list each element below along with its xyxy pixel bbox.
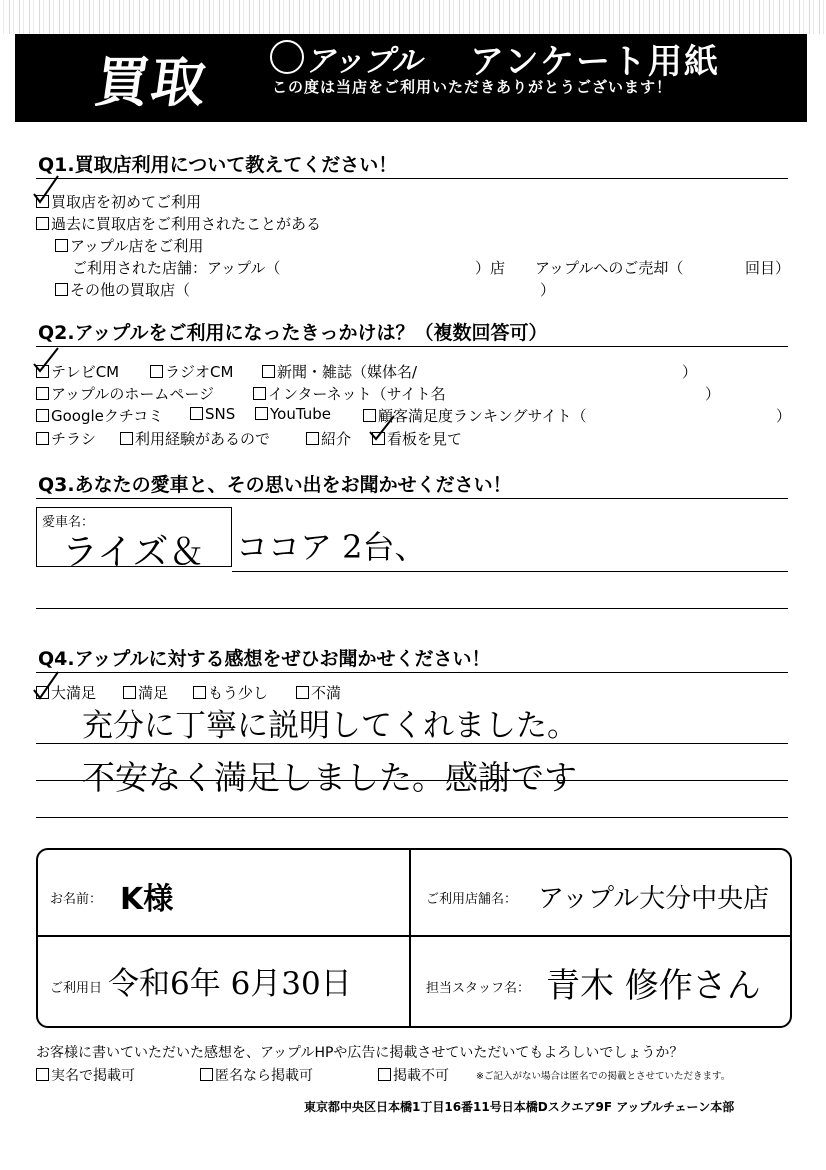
sale-count-label: アップルへのご売却（ [535, 259, 684, 277]
q1-option-other[interactable] [55, 279, 190, 300]
q2-homepage[interactable] [36, 383, 214, 404]
staff-value[interactable]: 青木 修作さん [546, 966, 761, 1006]
q2-experience-label: 利用経験があるので [135, 430, 271, 448]
q2-flyer[interactable] [36, 428, 96, 449]
q4-unsatisfied-label: 不満 [311, 684, 342, 702]
q2-tv-label: テレビCM [51, 363, 120, 381]
consent-no-publish-label: 掲載不可 [393, 1068, 449, 1084]
q2-flyer-label: チラシ [51, 430, 97, 448]
q2-experience[interactable] [120, 428, 270, 449]
q2-sns-label: SNS [205, 405, 236, 423]
checkmark-icon [366, 412, 398, 442]
q2-title: Q2.アップルをご利用になったきっかけは？（複数回答可） [38, 322, 548, 344]
memory-handwritten: ココア 2台、 [236, 528, 427, 566]
divider [36, 672, 788, 673]
checkbox-no-publish[interactable] [378, 1068, 391, 1081]
q3-title: Q3.あなたの愛車と、その思い出をお聞かせください！ [38, 474, 512, 496]
consent-no-publish[interactable] [378, 1065, 449, 1085]
q2-sns[interactable] [190, 405, 235, 423]
checkmark-icon [30, 668, 62, 702]
car-name-label: 愛車名： [42, 515, 95, 530]
consent-note: ※ご記入がない場合は匿名での掲載とさせていただきます。 [476, 1071, 731, 1082]
q1-option-past[interactable] [36, 213, 321, 234]
checkbox-sns[interactable] [190, 407, 203, 420]
checkbox-other[interactable] [55, 283, 68, 296]
consent-anonymous-label: 匿名なら掲載可 [215, 1068, 313, 1084]
answer-line [36, 780, 788, 781]
page-title: アンケート用紙 [470, 42, 720, 82]
divider [36, 178, 788, 179]
q2-ranking-label: 顧客満足度ランキングサイト（ [378, 407, 587, 425]
store-used-label: ご利用された店舗：アップル（ [72, 259, 281, 277]
q1-option-apple[interactable] [55, 235, 203, 256]
q2-news-label: 新聞・雑誌（媒体名/ [277, 363, 418, 381]
q4-very-label: 大満足 [51, 684, 97, 702]
q4-bit-more-label: もう少し [208, 684, 269, 702]
internet-close: ） [705, 385, 721, 403]
consent-anonymous[interactable] [200, 1065, 313, 1085]
answer-line [36, 608, 788, 609]
checkbox-youtube[interactable] [255, 407, 268, 420]
checkbox-apple[interactable] [55, 239, 68, 252]
date-label: ご利用日 [50, 981, 103, 996]
q2-google[interactable] [36, 405, 163, 426]
panel-divider-horizontal [36, 935, 790, 937]
q2-internet[interactable] [253, 383, 446, 404]
checkbox-unsatisfied[interactable] [296, 686, 309, 699]
comment-line-1: 充分に丁寧に説明してくれました。 [82, 708, 578, 744]
checkmark-icon [30, 172, 62, 206]
answer-line [36, 743, 788, 744]
consent-real-name[interactable] [36, 1065, 135, 1085]
checkbox-radio[interactable] [150, 365, 163, 378]
car-name-handwritten: ライズ＆ [62, 532, 205, 573]
store-value[interactable]: アップル大分中央店 [538, 884, 770, 914]
thanks-message: この度は当店をご利用いただきありがとうございます！ [272, 78, 673, 96]
q2-radio-label: ラジオCM [165, 363, 234, 381]
q2-youtube[interactable] [255, 405, 331, 423]
panel-divider-vertical [409, 848, 411, 1026]
q2-news[interactable] [262, 361, 417, 382]
q2-homepage-label: アップルのホームページ [51, 385, 215, 403]
date-value[interactable]: 令和6年 6月30日 [108, 966, 352, 1002]
staff-label: 担当スタッフ名： [426, 981, 531, 996]
store-used-suffix: ）店 [475, 259, 506, 277]
checkbox-intro[interactable] [306, 432, 319, 445]
q4-satisfied-label: 満足 [138, 684, 169, 702]
scan-noise [0, 0, 826, 34]
consent-question: お客様に書いていただいた感想を、アップルHPや広告に掲載させていただいてもよろしいでしょうか？ [36, 1045, 684, 1061]
name-label: お名前： [50, 892, 103, 907]
checkbox-homepage[interactable] [36, 387, 49, 400]
answer-line [232, 571, 788, 572]
q1-title: Q1.買取店利用について教えてください！ [38, 154, 398, 176]
checkbox-anonymous[interactable] [200, 1068, 213, 1081]
q2-youtube-label: YouTube [270, 405, 331, 423]
checkbox-bit-more[interactable] [193, 686, 206, 699]
q1-past-label: 過去に買取店をご利用されたことがある [51, 215, 322, 233]
news-close: ） [682, 363, 698, 381]
checkbox-past[interactable] [36, 217, 49, 230]
footer-address: 東京都中央区日本橋1丁目16番11号日本橋Dスクエア9F アップルチェーン本部 [304, 1100, 735, 1114]
kaitori-logo: 買取 [91, 51, 212, 114]
checkmark-icon [30, 344, 62, 374]
q2-signboard-label: 看板を見て [387, 430, 463, 448]
q1-apple-label: アップル店をご利用 [70, 237, 204, 255]
name-value[interactable]: K様 [120, 882, 174, 917]
answer-line [36, 817, 788, 818]
brand-mark-icon [270, 40, 304, 74]
sale-count-suffix: 回目） [745, 259, 791, 277]
checkbox-satisfied[interactable] [123, 686, 136, 699]
comment-line-2: 不安なく満足しました。感謝です [82, 758, 577, 797]
q4-title: Q4.アップルに対する感想をぜひお聞かせください！ [38, 648, 491, 670]
divider [36, 498, 788, 499]
checkbox-flyer[interactable] [36, 432, 49, 445]
brand-logo: アップル [305, 44, 422, 79]
q1-first-label: 買取店を初めてご利用 [51, 193, 202, 211]
q2-internet-label: インターネット（サイト名 [268, 385, 446, 403]
checkbox-experience[interactable] [120, 432, 133, 445]
other-close: ） [540, 281, 556, 299]
checkbox-real-name[interactable] [36, 1068, 49, 1081]
q2-intro-label: 紹介 [321, 430, 352, 448]
q2-google-label: Googleクチコミ [51, 407, 164, 425]
divider [36, 346, 788, 347]
ranking-close: ） [776, 407, 792, 425]
q2-radio[interactable] [150, 361, 233, 382]
q1-other-label: その他の買取店（ [70, 281, 191, 299]
consent-real-name-label: 実名で掲載可 [51, 1068, 135, 1084]
q2-intro[interactable] [306, 428, 351, 449]
checkbox-news[interactable] [262, 365, 275, 378]
store-label: ご利用店舗名： [426, 892, 518, 907]
checkbox-google[interactable] [36, 409, 49, 422]
checkbox-internet[interactable] [253, 387, 266, 400]
